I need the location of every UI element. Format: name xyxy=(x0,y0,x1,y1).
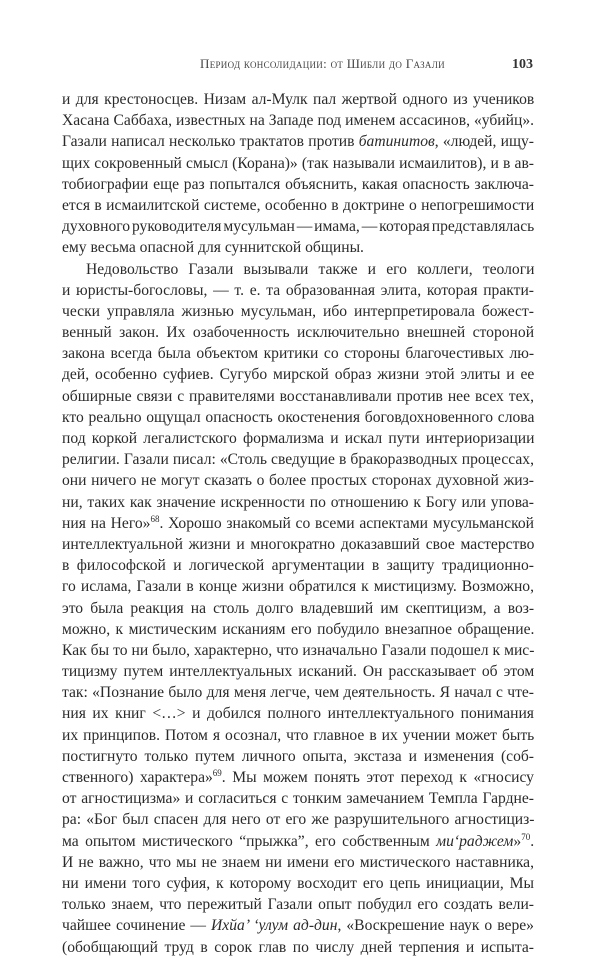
text-line: Газали написал несколько трактатов против батинитов, «людей, ищу- xyxy=(62,133,534,151)
text-line: их принципов. Потом я осознал, что главное в их учении может быть xyxy=(62,726,535,744)
italic-term: ми‘раджем xyxy=(436,832,514,850)
text-line: И не важно, что мы не знаем ни имени его мистического наставника, xyxy=(62,853,534,871)
text-line: Как бы то ни было, характерно, что изначально Газали подошел к мис- xyxy=(62,641,535,659)
text-line: в философской и логической аргументации в защиту традиционно- xyxy=(62,557,534,575)
text-line: ния на Него»$^{68}$. Хорошо знакомый со всеми аспектами мусульманской xyxy=(62,513,534,532)
text-line: тицизму путем интеллектуальных исканий. Он рассказывает об этом xyxy=(62,663,535,681)
text-line: кто реально ощущал опасность окостенения боговдохновенного слова xyxy=(62,408,535,426)
text-line: Недовольство Газали вызывали также и его коллеги, теологи xyxy=(86,260,535,278)
text-line: (обобщающий труд в сорок глав по числу дней терпения и испыта- xyxy=(62,938,534,956)
text-line: ется в исмаилитской системе, особенно в доктрине о непогрешимости xyxy=(62,196,535,214)
text-line: го ислама, Газали в конце жизни обратился к мистицизму. Возможно, xyxy=(62,578,534,596)
page-number: 103 xyxy=(512,57,533,72)
text-line: и для крестоносцев. Низам ал-Мулк пал жертвой одного из учеников xyxy=(62,91,535,108)
text-line: Хасана Саббаха, известных на Западе под именем ассасинов, «убийц». xyxy=(62,112,535,130)
text-line: только знаем, что пережитый Газали опыт побудил его создать вели- xyxy=(62,896,534,914)
footnote-ref[interactable]: 68 xyxy=(150,513,160,524)
text-line: дей, особенно суфиев. Сугубо мирской образ жизни этой элиты и ее xyxy=(62,366,535,384)
text-line: от агностицизма» и согласиться с тонким замечанием Темпла Гардне- xyxy=(62,790,534,808)
text-line: ния их книг <…> и добился полного интеллектуального понимания xyxy=(62,705,534,723)
text-line: можно, к мистическим исканиям его побудило внезапное обращение. xyxy=(62,620,535,638)
text-line: духовного руководителя мусульман — имама, — которая представлялась xyxy=(62,218,535,236)
text-line: ственного) характера»$^{69}$. Мы можем понять этот переход к «гносису xyxy=(62,767,534,786)
chapter-title: Период консолидации: от Шибли до Газали xyxy=(200,56,445,71)
text-line: тобиографии еще раз попытался объяснить, какая опасность заключа- xyxy=(62,175,534,193)
text-line: чайшее сочинение — Ихйа’ ‘улум ад-дин, «Воскрешение наук о вере» xyxy=(62,917,534,935)
italic-term: Ихйа’ ‘улум ад-дин xyxy=(211,917,338,935)
text-line: так: «Познание было для меня легче, чем деятельность. Я начал с чте- xyxy=(62,684,534,702)
text-line: обширные связи с правителями восстанавливали против нее всех тех, xyxy=(62,387,534,405)
text-line: они ничего не могут сказать о более простых сторонах духовной жиз- xyxy=(62,472,534,490)
text-line: постигнуто только путем личного опыта, экстаза и изменения (соб- xyxy=(62,747,534,765)
text-line: закона всегда была объектом критики со стороны благочестивых лю- xyxy=(62,345,535,363)
text-line: ма опытом мистического “прыжка”, его собственным ми‘раджем»$^{70}$. xyxy=(62,831,535,850)
text-line: это была реакция на столь долго владевший им скептицизм, а воз- xyxy=(62,599,535,617)
text-line: ни имени того суфия, к которому восходит его цепь инициации, Мы xyxy=(62,874,534,892)
body-text xyxy=(62,89,534,958)
text-line: интеллектуальной жизни и многократно доказавший свое мастерство xyxy=(62,535,535,553)
text-line: чески управляла жизнью мусульман, ибо интерпретировала божест- xyxy=(62,302,534,320)
text-line: венный закон. Их озабоченность исключительно внешней стороной xyxy=(62,324,535,342)
footnote-ref[interactable]: 69 xyxy=(212,767,222,778)
text-line: религии. Газали писал: «Столь сведущие в бракоразводных процессах, xyxy=(62,451,534,469)
text-line: щих сокровенный смысл (Корана)» (так называли исмаилитов), и в ав- xyxy=(62,154,534,172)
text-line: ра: «Бог был спасен для него от его же разрушительного агностициз- xyxy=(62,811,535,829)
text-line: под коркой легалистского формализма и искал пути интериоризации xyxy=(62,430,535,447)
text-line: ни, таких как значение искренности по отношению к Богу или упова- xyxy=(62,493,534,511)
footnote-ref[interactable]: 70 xyxy=(521,831,531,842)
text-line: и юристы-богословы, — т. е. та образованная элита, которая практи- xyxy=(62,281,534,299)
running-head xyxy=(200,56,533,73)
italic-term: батинитов xyxy=(358,133,435,151)
text-line: ему весьма опасной для суннитской общины. xyxy=(62,239,364,257)
